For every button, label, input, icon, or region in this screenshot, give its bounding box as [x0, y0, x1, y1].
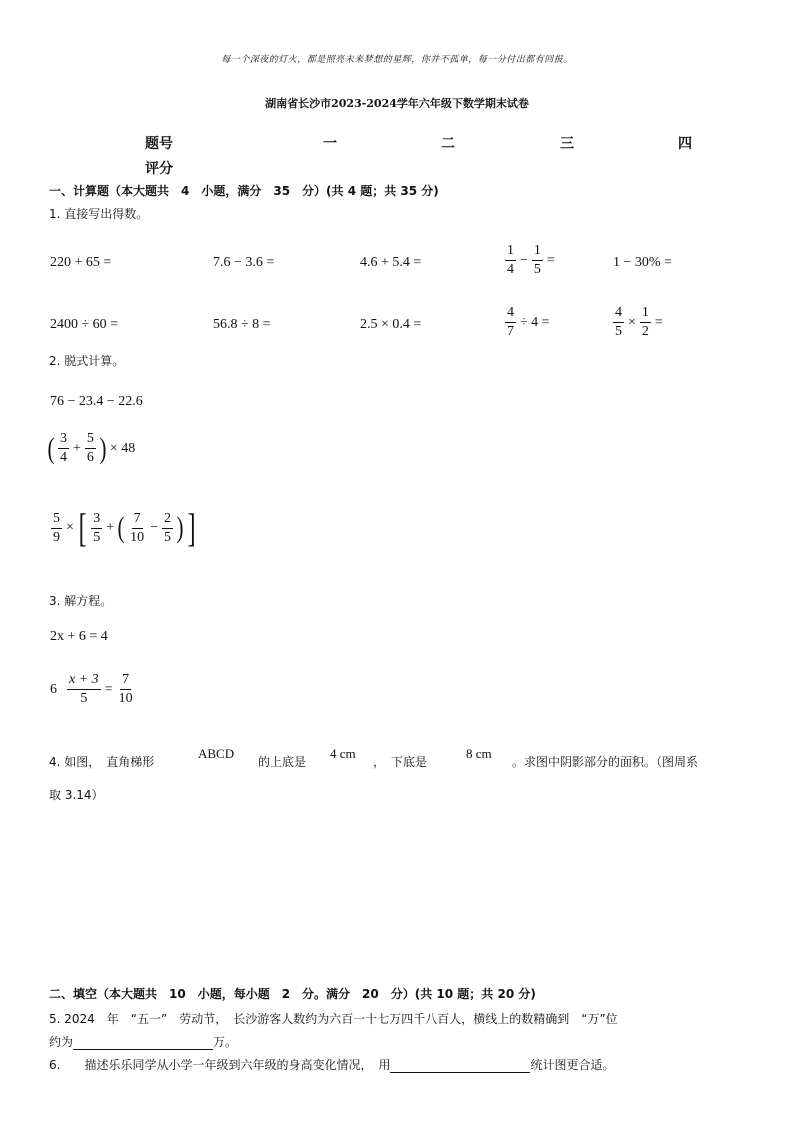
question-6	[49, 1056, 614, 1073]
numerator: x + 3	[67, 673, 101, 690]
calc-2d	[503, 306, 552, 339]
numerator: 2	[162, 512, 173, 529]
motto-text: 每一个深夜的灯火，都是照亮未来梦想的星辉，你并不孤单，每一分付出都有回报。	[221, 55, 573, 65]
question-5-line1: 5. 2024 年 “五一” 劳动节， 长沙游客人数约为六百一十七万四千八百人，横线上的数精确到 “万”位	[49, 1012, 618, 1026]
fraction	[532, 244, 543, 277]
section-1-heading: 一、计算题（本大题共 4 小题，满分 35 分）(共 4 题；共 35 分)	[49, 184, 439, 198]
calc-1e: 1 − 30% =	[613, 255, 672, 270]
calc-2a: 2400 ÷ 60 =	[50, 317, 119, 332]
exam-title: 湖南省长沙市2023-2024学年六年级下数学期末试卷	[265, 97, 529, 110]
right-bracket: ]	[187, 505, 196, 550]
denominator: 5	[533, 262, 541, 277]
fraction	[67, 673, 101, 706]
operator: ×	[628, 314, 636, 330]
expression-tail: × 48	[109, 440, 136, 456]
bottom-base-value: 8 cm	[466, 746, 492, 761]
score-table-row-label: 题号	[145, 136, 173, 152]
question-6-prefix: 6. 描述乐乐同学从小学一年级到六年级的身高变化情况， 用	[49, 1058, 391, 1072]
fraction	[128, 512, 146, 545]
score-col-2: 二	[441, 136, 455, 152]
left-paren: (	[47, 431, 55, 465]
fraction	[58, 432, 69, 465]
fraction	[505, 306, 516, 339]
expr-2-2	[46, 432, 137, 465]
numerator: 5	[51, 512, 62, 529]
numerator: 5	[85, 432, 96, 449]
question-6-suffix: 统计图更合适。	[530, 1058, 615, 1072]
operator: −	[520, 252, 528, 268]
score-table-score-label: 评分	[145, 161, 173, 177]
score-col-4: 四	[678, 136, 692, 152]
fraction	[117, 673, 135, 706]
numerator: 4	[613, 306, 624, 323]
fraction	[85, 432, 96, 465]
denominator: 9	[53, 529, 60, 545]
fraction	[162, 512, 173, 545]
fraction	[91, 512, 102, 545]
left-bracket: [	[78, 505, 87, 550]
answer-blank-5[interactable]	[73, 1035, 213, 1050]
expression-tail: ÷ 4 =	[520, 314, 550, 330]
equals-sign: =	[546, 252, 555, 268]
denominator: 6	[86, 450, 94, 465]
question-5-prefix: 约为	[49, 1035, 74, 1049]
operator: −	[150, 520, 159, 535]
question-1-stem: 1. 直接写出得数。	[49, 207, 149, 221]
denominator: 5	[93, 529, 101, 545]
trapezoid-name: ABCD	[198, 746, 235, 761]
numerator: 3	[91, 512, 102, 529]
denominator: 5	[615, 324, 622, 339]
calc-2c: 2.5 × 0.4 =	[360, 317, 422, 332]
expr-2-3	[49, 505, 198, 550]
calc-2e	[611, 306, 665, 339]
question-4-part2: 的上底是	[258, 755, 307, 769]
score-col-1: 一	[323, 136, 337, 152]
numerator: 4	[505, 306, 516, 323]
question-4-part4: 。求图中阴影部分的面积。（图周系	[512, 755, 699, 769]
equation-3-1: 2x + 6 = 4	[50, 629, 108, 644]
calc-1c: 4.6 + 5.4 =	[360, 255, 422, 270]
denominator: 5	[80, 691, 88, 706]
equation-3-2	[50, 673, 137, 706]
question-4-part1: 4. 如图， 直角梯形	[49, 755, 155, 769]
section-2-heading: 二、填空（本大题共 10 小题，每小题 2 分。满分 20 分）(共 10 题；共 20 分)	[49, 987, 536, 1001]
denominator: 2	[641, 324, 649, 339]
question-2-stem: 2. 脱式计算。	[49, 354, 125, 368]
denominator: 10	[130, 529, 145, 545]
denominator: 7	[507, 324, 514, 339]
equals-sign: =	[654, 314, 663, 330]
numerator: 1	[640, 306, 651, 323]
operator: +	[106, 520, 115, 535]
equals-sign: =	[104, 681, 113, 697]
fraction	[613, 306, 624, 339]
calc-1d	[503, 244, 557, 277]
numerator: 7	[132, 512, 143, 529]
numerator: 3	[58, 432, 69, 449]
right-paren: )	[176, 511, 184, 544]
operator: +	[73, 440, 81, 456]
calc-1b: 7.6 − 3.6 =	[213, 255, 275, 270]
calc-2b: 56.8 ÷ 8 =	[213, 317, 271, 332]
numerator: 1	[505, 244, 516, 261]
question-4-part3: ， 下底是	[373, 755, 428, 769]
denominator: 5	[164, 529, 172, 545]
operator: ×	[66, 520, 74, 535]
numerator: 1	[532, 244, 543, 261]
fraction	[51, 512, 62, 545]
lead-term: 6	[50, 681, 57, 697]
left-paren: (	[117, 511, 125, 544]
denominator: 10	[118, 691, 133, 706]
score-col-3: 三	[560, 136, 574, 152]
question-4-line2: 取 3.14）	[49, 788, 104, 802]
denominator: 4	[507, 262, 514, 277]
expr-2-1: 76 − 23.4 − 22.6	[50, 394, 143, 409]
question-5-line2	[49, 1033, 237, 1050]
right-paren: )	[99, 431, 107, 465]
numerator: 7	[120, 673, 131, 690]
answer-blank-6[interactable]	[390, 1058, 530, 1073]
denominator: 4	[60, 450, 67, 465]
calc-1a: 220 + 65 =	[50, 255, 112, 270]
fraction	[640, 306, 651, 339]
fraction	[505, 244, 516, 277]
top-base-value: 4 cm	[330, 746, 356, 761]
question-5-suffix: 万。	[213, 1035, 238, 1049]
question-3-stem: 3. 解方程。	[49, 594, 113, 608]
